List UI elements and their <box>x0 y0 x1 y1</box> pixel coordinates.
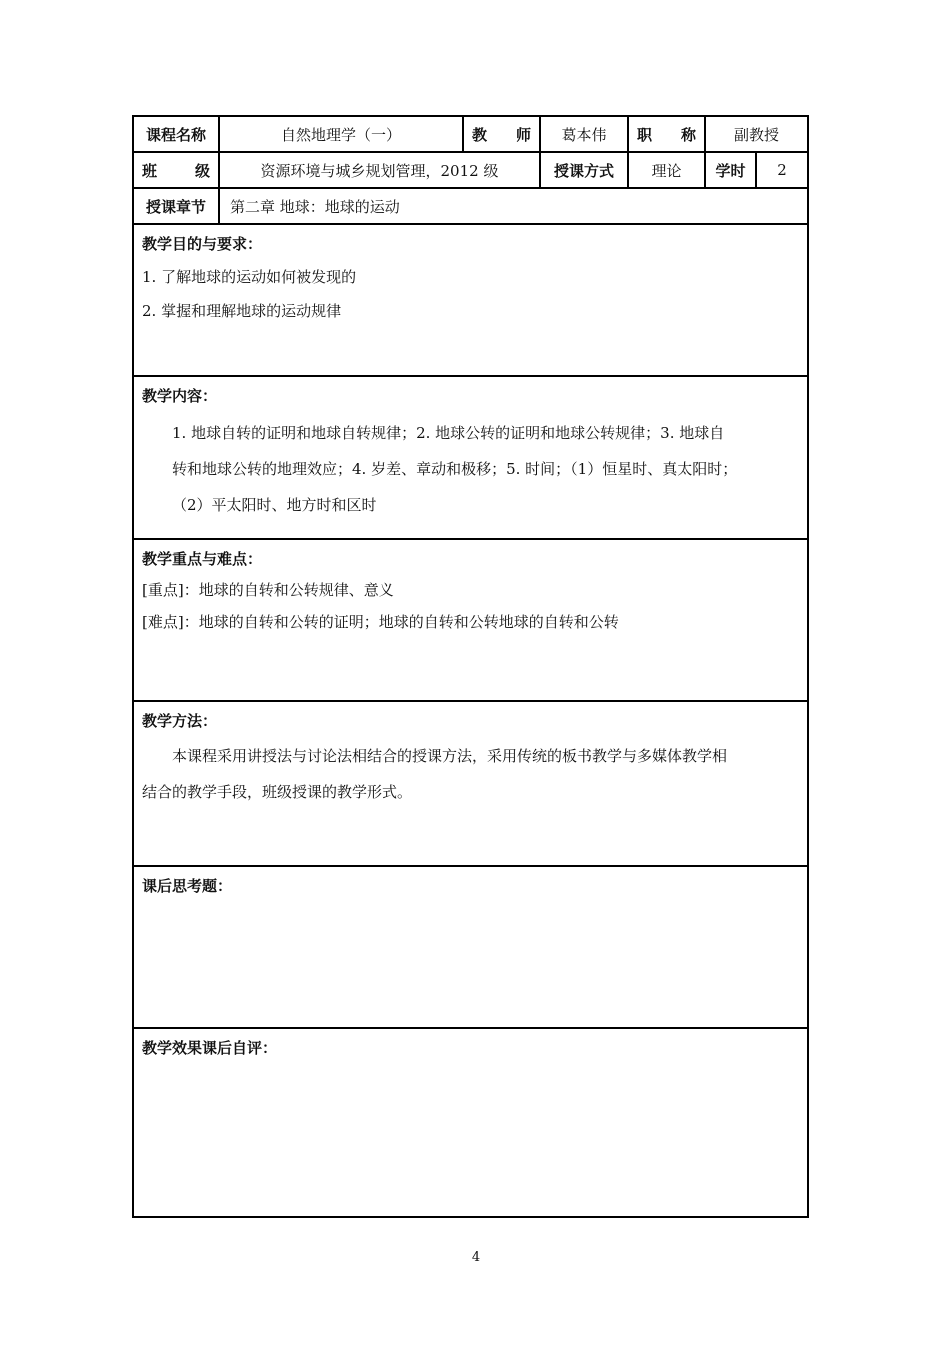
chapter-value: 第二章 地球：地球的运动 <box>219 188 808 224</box>
content-line: 转和地球公转的地理效应；4. 岁差、章动和极移；5. 时间；（1）恒星时、真太阳时； <box>172 460 738 478</box>
hours-label: 学时 <box>705 152 756 188</box>
content-title: 教学内容： <box>142 387 218 405</box>
evaluation-section <box>133 1028 808 1217</box>
class-label <box>133 152 219 188</box>
methods-row <box>133 701 808 866</box>
job-title-label-char-2: 称 <box>680 125 696 144</box>
class-label-char-1: 班 <box>142 161 158 180</box>
objectives-section <box>133 224 808 376</box>
class-value: 资源环境与城乡规划管理，2012 级 <box>219 152 540 188</box>
homework-row <box>133 866 808 1028</box>
class-row <box>133 152 808 188</box>
lesson-plan-table <box>132 115 809 1218</box>
teaching-mode-label: 授课方式 <box>540 152 628 188</box>
methods-line: 本课程采用讲授法与讨论法相结合的授课方法，采用传统的板书教学与多媒体教学相 <box>172 747 728 765</box>
job-title-value: 副教授 <box>705 116 808 152</box>
key-point-line: [重点]：地球的自转和公转规律、意义 <box>142 581 394 599</box>
course-name-label: 课程名称 <box>133 116 219 152</box>
objective-item: 1. 了解地球的运动如何被发现的 <box>142 268 357 286</box>
class-label-char-2: 级 <box>194 161 210 180</box>
content-section <box>133 376 808 539</box>
teacher-label <box>463 116 540 152</box>
methods-section <box>133 701 808 866</box>
methods-title: 教学方法： <box>142 712 218 730</box>
objectives-title: 教学目的与要求： <box>142 235 263 253</box>
methods-line: 结合的教学手段，班级授课的教学形式。 <box>142 783 413 801</box>
homework-title: 课后思考题： <box>142 877 233 895</box>
key-points-title: 教学重点与难点： <box>142 550 263 568</box>
objective-item: 2. 掌握和理解地球的运动规律 <box>142 302 342 320</box>
teacher-value: 葛本伟 <box>540 116 628 152</box>
job-title-label <box>628 116 705 152</box>
key-points-section <box>133 539 808 701</box>
lesson-plan-sheet <box>132 115 807 1218</box>
chapter-label: 授课章节 <box>133 188 219 224</box>
evaluation-title: 教学效果课后自评： <box>142 1039 278 1057</box>
course-name-value: 自然地理学（一） <box>219 116 463 152</box>
evaluation-row <box>133 1028 808 1217</box>
content-line: 1. 地球自转的证明和地球自转规律；2. 地球公转的证明和地球公转规律；3. 地球自 <box>172 424 725 442</box>
job-title-label-char-1: 职 <box>637 125 653 144</box>
difficulty-line: [难点]：地球的自转和公转的证明；地球的自转和公转地球的自转和公转 <box>142 613 619 631</box>
teacher-label-char-2: 师 <box>515 125 531 144</box>
content-row <box>133 376 808 539</box>
teaching-mode-value: 理论 <box>628 152 705 188</box>
page-number: 4 <box>471 1250 481 1265</box>
content-line: （2）平太阳时、地方时和区时 <box>172 496 377 514</box>
chapter-row <box>133 188 808 224</box>
teacher-label-char-1: 教 <box>472 125 488 144</box>
hours-value: 2 <box>756 152 808 188</box>
homework-section <box>133 866 808 1028</box>
course-row <box>133 116 808 152</box>
key-points-row <box>133 539 808 701</box>
objectives-row <box>133 224 808 376</box>
